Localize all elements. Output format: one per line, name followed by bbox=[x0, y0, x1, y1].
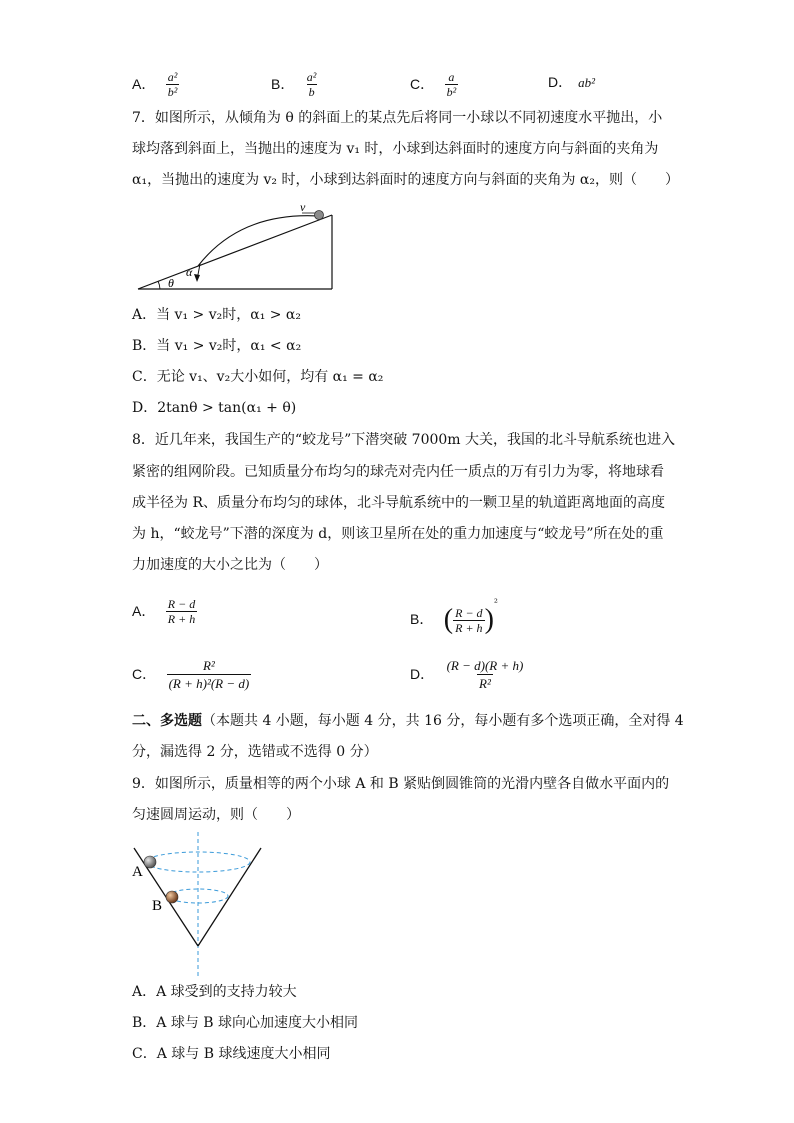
ball-a bbox=[144, 856, 156, 868]
q7-stem-line2: 球均落到斜面上，当抛出的速度为 v₁ 时，小球到达斜面时的速度方向与斜面的夹角为 bbox=[132, 141, 659, 157]
alpha-label: α bbox=[186, 265, 193, 279]
q8-stem-line3: 成半径为 R、质量分布均匀的球体，北斗导航系统中的一颗卫星的轨道距离地面的高度 bbox=[132, 495, 665, 511]
trajectory-curve bbox=[198, 216, 318, 266]
q7-incline-figure bbox=[130, 200, 350, 295]
q9-stem-line1: 9．如图所示，质量相等的两个小球 A 和 B 紧贴倒圆锥筒的光滑内壁各自做水平面内的 bbox=[132, 776, 670, 792]
q7-option-c: C．无论 v₁、v₂大小如何，均有 α₁ = α₂ bbox=[132, 369, 384, 385]
q7-stem-line1: 7．如图所示，从倾角为 θ 的斜面上的某点先后将同一小球以不同初速度水平抛出，小 bbox=[132, 110, 663, 126]
theta-arc bbox=[158, 281, 160, 289]
label-b: B bbox=[152, 898, 163, 914]
q6-option-b: B． $\frac{\text{a²}}{b}$ bbox=[271, 70, 317, 99]
q8-stem-line2: 紧密的组网阶段。已知质量分布均匀的球壳对壳内任一质点的万有引力为零，将地球看 bbox=[132, 464, 664, 480]
label-a: A bbox=[132, 864, 143, 880]
section2-header-line2: 分，漏选得 2 分，选错或不选得 0 分） bbox=[132, 744, 378, 760]
q9-option-c: C．A 球与 B 球线速度大小相同 bbox=[132, 1046, 331, 1062]
q6-option-c: C． $\frac{a}{\text{b²}}$ bbox=[410, 70, 457, 99]
q7-option-b: B．当 v₁ > v₂时，α₁ < α₂ bbox=[132, 338, 302, 354]
q9-cone-figure bbox=[126, 830, 271, 978]
q6-option-d: D． ab² bbox=[548, 74, 596, 90]
section2-header-line1: 二、多选题（本题共 4 小题，每小题 4 分，共 16 分，每小题有多个选项正确，全对得 4 bbox=[132, 713, 684, 729]
section2-title: 二、多选题 bbox=[132, 713, 202, 729]
q8-stem-line4: 为 h，“蛟龙号”下潜的深度为 d，则该卫星所在处的重力加速度与“蛟龙号”所在处的重 bbox=[132, 526, 664, 542]
q7-stem-line3: α₁，当抛出的速度为 v₂ 时，小球到达斜面时的速度方向与斜面的夹角为 α₂，则（ ） bbox=[132, 172, 680, 188]
q7-option-a: A．当 v₁ > v₂时，α₁ > α₂ bbox=[132, 307, 301, 323]
q6-option-a: A． $\frac{\text{a²}}{\text{b²}}$ bbox=[132, 70, 178, 99]
q9-option-b: B．A 球与 B 球向心加速度大小相同 bbox=[132, 1015, 359, 1031]
q7-option-d: D．2tanθ > tan(α₁ + θ) bbox=[132, 400, 297, 416]
velocity-label: v bbox=[300, 200, 306, 214]
ball bbox=[315, 211, 324, 220]
q9-option-a: A．A 球受到的支持力较大 bbox=[132, 984, 297, 1000]
ball-b bbox=[166, 891, 178, 903]
q8-stem-line5: 力加速度的大小之比为（ ） bbox=[132, 557, 328, 573]
q8-option-b: B． ( $\frac{R - d}{R + h}$ )$^{^2}$ bbox=[410, 598, 498, 635]
arrow-head bbox=[194, 274, 200, 282]
q9-stem-line2: 匀速圆周运动，则（ ） bbox=[132, 807, 300, 823]
q8-stem-line1: 8．近几年来，我国生产的“蛟龙号”下潜突破 7000m 大关，我国的北斗导航系统也进入 bbox=[132, 432, 676, 448]
theta-label: θ bbox=[168, 276, 174, 290]
q8-option-d: D． $\frac{(R - d)(R + h)}{\text{R²}}$ bbox=[410, 658, 524, 691]
q8-option-a: A． $\frac{R - d}{R + h}$ bbox=[132, 597, 196, 626]
cone-wall-right bbox=[198, 848, 261, 946]
q8-option-c: C． $\frac{\text{R²}}{\text{(R + h)²(R − d)}}$ bbox=[132, 658, 250, 691]
